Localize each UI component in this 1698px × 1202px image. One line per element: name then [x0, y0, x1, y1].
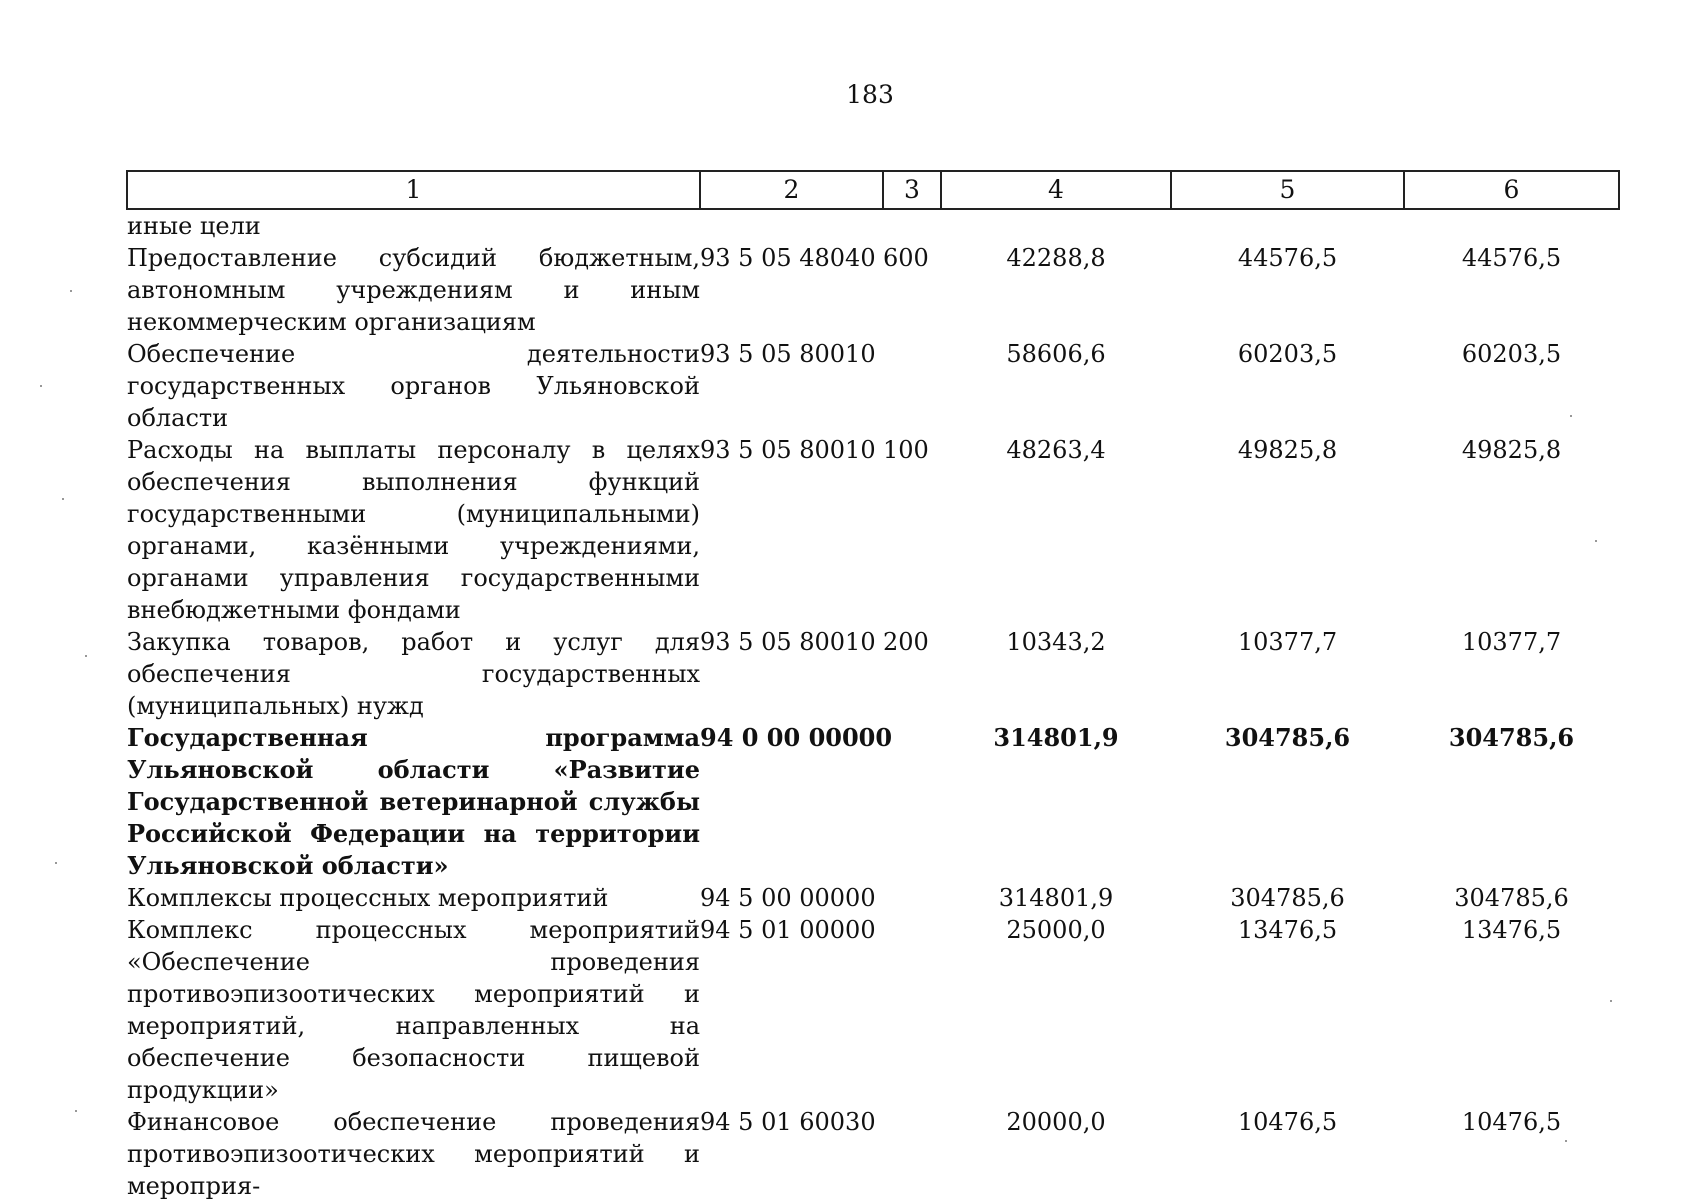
table-row: [127, 209, 1619, 242]
scan-speck: [1595, 540, 1597, 542]
row-value-6: 13476,5: [1461, 916, 1562, 944]
row-value-5: [1171, 209, 1404, 242]
row-group: 200: [883, 628, 929, 656]
row-value-4: 48263,4: [1006, 436, 1106, 464]
row-value-4: 42288,8: [1006, 244, 1106, 272]
row-code: 93 5 05 80010: [700, 436, 876, 464]
row-value-6: 10476,5: [1461, 1108, 1562, 1136]
row-value-6: 49825,8: [1461, 436, 1562, 464]
row-value-6: [1404, 209, 1619, 242]
row-value-6: 304785,6: [1454, 884, 1569, 912]
row-group: 100: [883, 436, 929, 464]
row-value-6: 60203,5: [1461, 340, 1562, 368]
row-value-4: 58606,6: [1006, 340, 1106, 368]
table-row: [127, 626, 1619, 722]
row-group: [883, 338, 941, 434]
row-code: 94 5 01 00000: [700, 916, 876, 944]
row-name: Комплекс процессных мероприятий «Обеспечение проведения противоэпизоотических мероприятий и мероприятий, направленных на обеспечение безопасности пищевой продукции»: [127, 916, 700, 1104]
header-row: [127, 171, 1619, 209]
page-number: 183: [846, 80, 894, 109]
row-value-4: 25000,0: [1006, 916, 1106, 944]
row-group: [883, 209, 941, 242]
table-row: [127, 882, 1619, 914]
row-name: Финансовое обеспечение проведения противоэпизоотических мероприятий и мероприя-: [127, 1108, 700, 1200]
row-group: 600: [883, 244, 929, 272]
scan-speck: [70, 290, 72, 292]
scan-speck: [75, 1110, 77, 1112]
table-row: [127, 242, 1619, 338]
row-value-4: 20000,0: [1006, 1108, 1106, 1136]
row-group: [883, 1106, 941, 1202]
scan-speck: [62, 498, 64, 500]
column-header-1: 1: [127, 171, 700, 209]
row-value-5: 10377,7: [1237, 628, 1338, 656]
scan-speck: [55, 862, 57, 864]
scan-speck: [1570, 415, 1572, 417]
row-value-5: 304785,6: [1224, 723, 1351, 752]
scan-speck: [1610, 1000, 1612, 1002]
table-row-program: [127, 722, 1619, 882]
row-value-4: 314801,9: [998, 884, 1114, 912]
row-code: 94 5 01 60030: [700, 1108, 876, 1136]
table-row: [127, 914, 1619, 1106]
row-value-4: 314801,9: [993, 723, 1119, 752]
row-code: 93 5 05 80010: [700, 628, 876, 656]
row-code: 93 5 05 80010: [700, 340, 876, 368]
row-name: Комплексы процессных мероприятий: [127, 884, 609, 912]
row-name: Закупка товаров, работ и услуг для обеспечения государственных (муниципальных) нужд: [127, 628, 700, 720]
row-value-5: 44576,5: [1237, 244, 1338, 272]
row-code: [700, 209, 883, 242]
row-name: Государственная программа Ульяновской области «Развитие Государственной ветеринарной службы Российской Федерации на территории Ульяновской области»: [127, 723, 700, 880]
column-header-2: 2: [700, 171, 883, 209]
row-value-5: 10476,5: [1237, 1108, 1338, 1136]
row-name: Предоставление субсидий бюджетным, автономным учреждениям и иным некоммерческим организациям: [127, 244, 700, 336]
table-row: [127, 1106, 1619, 1202]
row-name: Расходы на выплаты персоналу в целях обеспечения выполнения функций государственными (муниципальными) органами, казёнными учреждениями, органами управления государственными внебюджетными фондами: [127, 436, 700, 624]
column-header-5: 5: [1171, 171, 1404, 209]
column-header-3: 3: [883, 171, 941, 209]
budget-table: [126, 170, 1620, 1202]
scan-speck: [1565, 1140, 1567, 1142]
row-value-5: 304785,6: [1230, 884, 1345, 912]
row-value-6: 304785,6: [1448, 723, 1575, 752]
row-name: иные цели: [127, 212, 261, 240]
row-value-5: 13476,5: [1237, 916, 1338, 944]
scan-speck: [40, 385, 42, 387]
row-value-5: 49825,8: [1237, 436, 1338, 464]
row-group: [883, 914, 941, 1106]
row-value-6: 44576,5: [1461, 244, 1562, 272]
row-value-5: 60203,5: [1237, 340, 1338, 368]
row-value-6: 10377,7: [1461, 628, 1562, 656]
row-code: 94 5 00 00000: [700, 884, 876, 912]
row-value-4: 10343,2: [1006, 628, 1106, 656]
table-row: [127, 434, 1619, 626]
row-name: Обеспечение деятельности государственных органов Ульяновской области: [127, 340, 700, 432]
table-row: [127, 338, 1619, 434]
scan-speck: [85, 655, 87, 657]
row-code: 93 5 05 48040: [700, 244, 876, 272]
row-value-4: [941, 209, 1171, 242]
column-header-4: 4: [941, 171, 1171, 209]
row-group: [883, 882, 941, 914]
row-code: 94 0 00 00000: [700, 723, 893, 752]
column-header-6: 6: [1404, 171, 1619, 209]
